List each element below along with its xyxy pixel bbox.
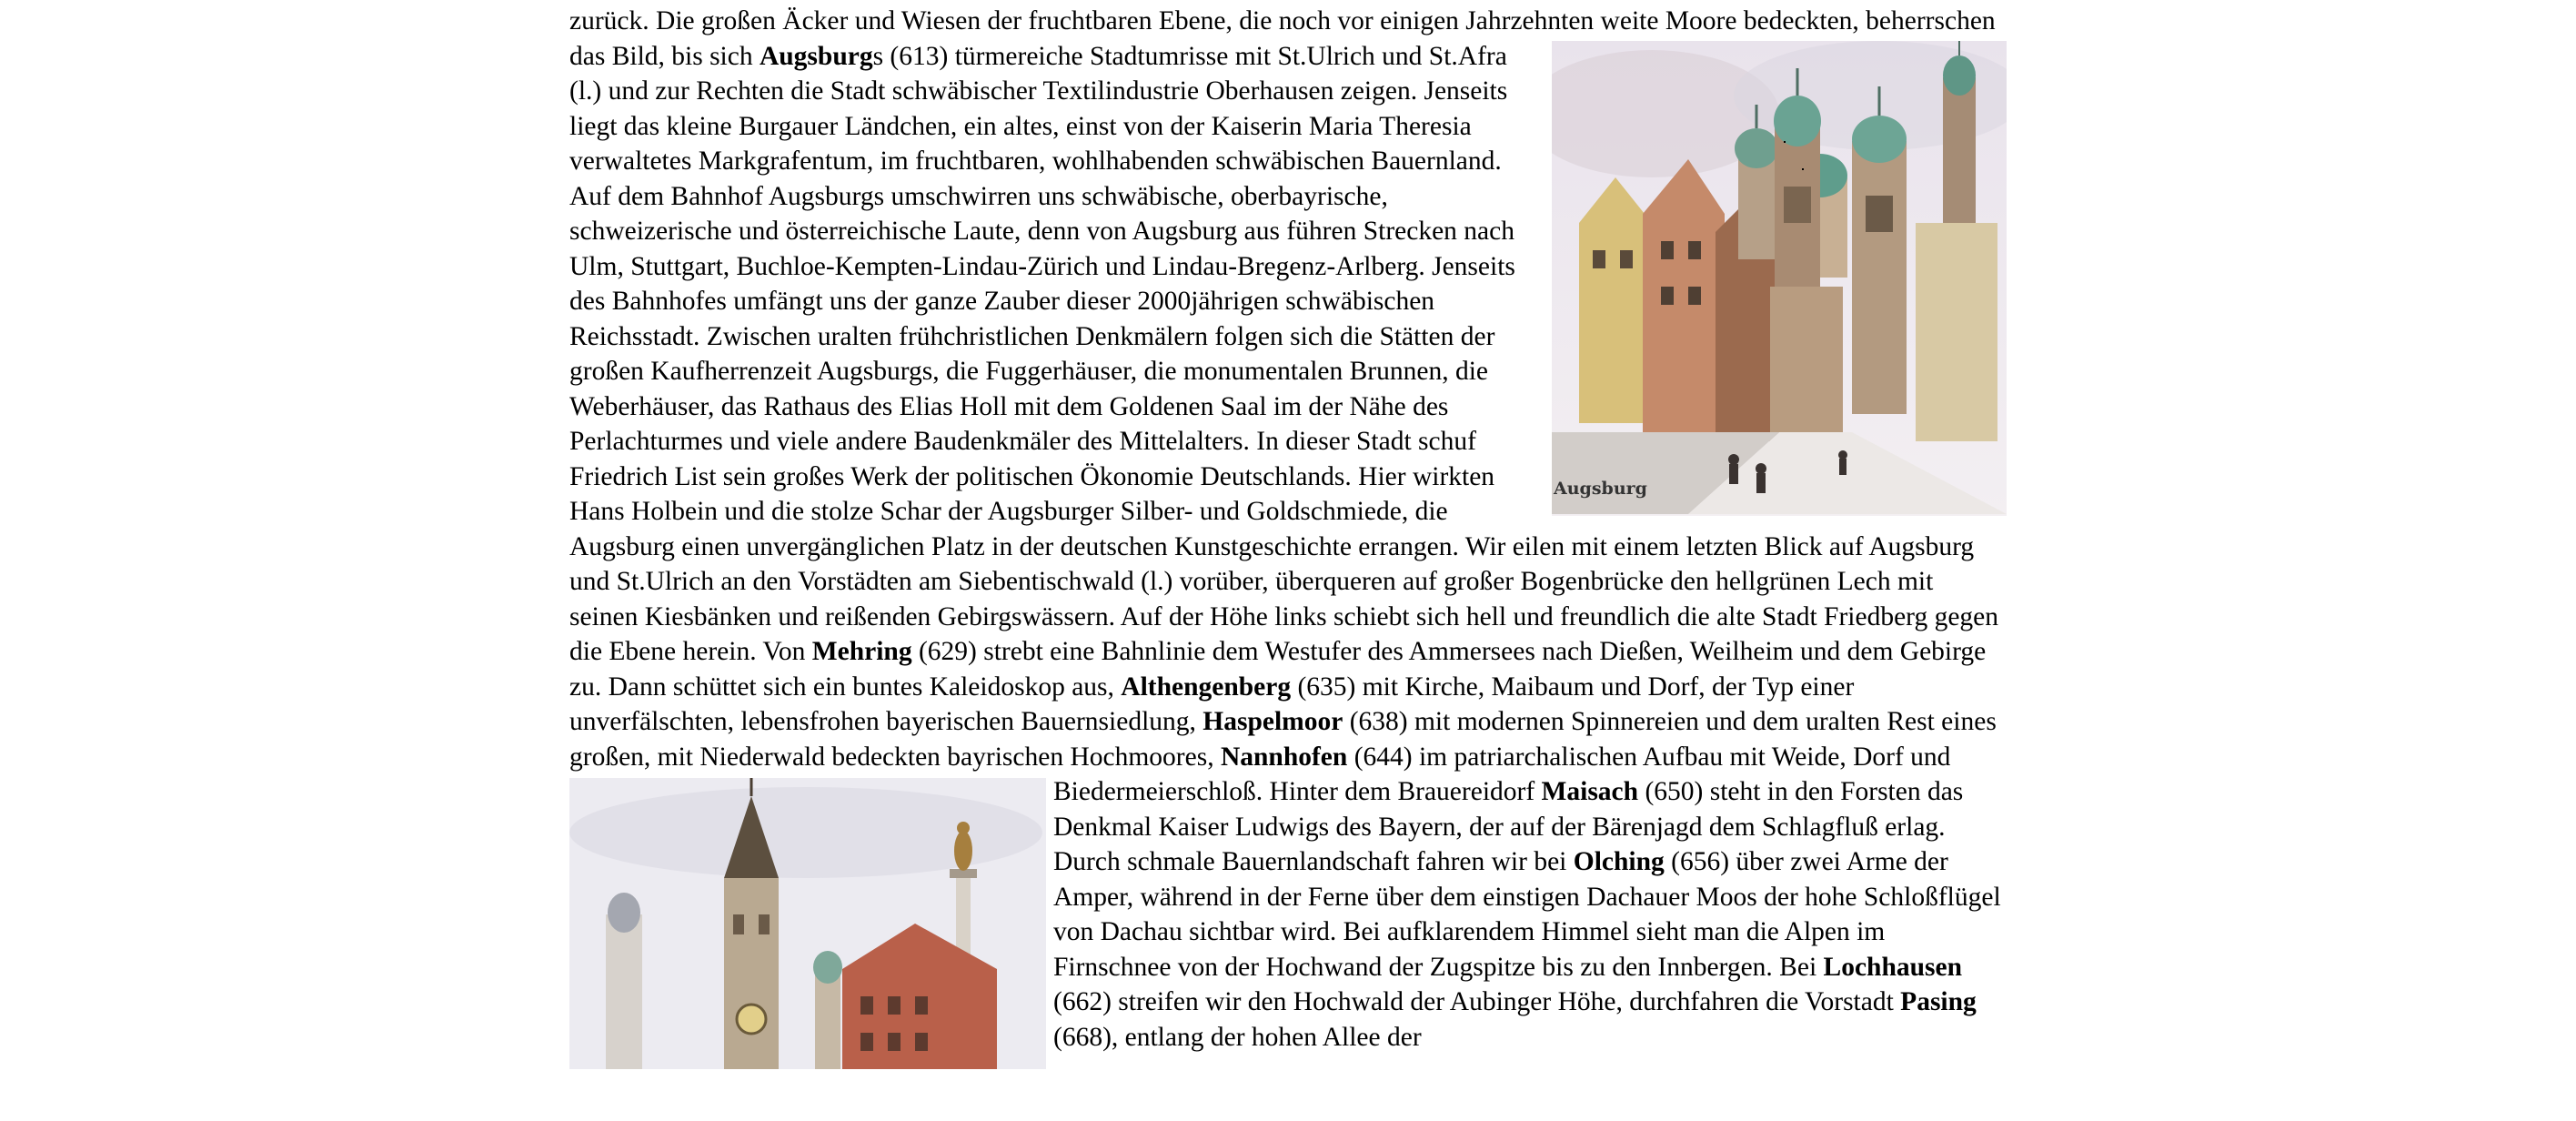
place-haspelmoor: Haspelmoor	[1202, 707, 1343, 736]
althengenberg-text: (635) mit Kirche, Maibaum und Dorf, der Typ einer unverfälschten, lebensfrohen bayerischen Bauernsiedlung,	[569, 672, 1855, 736]
augsburg-caption: Augsburg	[1554, 479, 1647, 499]
document-column	[569, 0, 2007, 1069]
place-lochhausen: Lochhausen	[1823, 952, 1963, 982]
augsburg-illustration	[1552, 41, 2007, 516]
haspelmoor-text: (638) mit modernen Spinnereien und dem uralten Rest eines großen, mit Niederwald bedeckten bayrischen Hochmoores,	[569, 707, 1997, 772]
second-lead-text: Biedermeierschloß. Hinter dem Brauereidorf	[1053, 777, 1542, 806]
nannhofen-text: (644) im patriarchalischen Aufbau mit Weide, Dorf und	[1347, 742, 1951, 772]
main-paragraph	[569, 0, 2007, 774]
maisach-text: (650) steht in den Forsten das Denkmal Kaiser Ludwigs des Bayern, der auf der Bärenjagd dem Schlagfluß erlag. Durch schmale Bauernlandschaft fahren wir bei	[1053, 777, 1964, 876]
lochhausen-text: (662) streifen wir den Hochwald der Aubinger Höhe, durchfahren die Vorstadt	[1053, 987, 1901, 1016]
munich-painting	[569, 778, 1046, 1069]
second-paragraph	[569, 774, 2007, 1055]
place-nannhofen: Nannhofen	[1220, 742, 1348, 772]
place-mehring: Mehring	[811, 637, 912, 666]
augsburg-painting	[1552, 41, 2007, 516]
place-pasing: Pasing	[1900, 987, 1977, 1016]
munich-illustration	[569, 778, 1046, 1069]
mehring-text: (629) strebt eine Bahnlinie dem Westufer des Ammersees nach Dießen, Weilheim und dem Gebirge zu. Dann schüttet sich ein buntes Kaleidoskop aus,	[569, 637, 1987, 702]
place-olching: Olching	[1573, 847, 1665, 876]
augsburg-text: s (613) türmereiche Stadtumrisse mit St.Ulrich und St.Afra (l.) und zur Rechten die Stadt schwäbischer Textilindustrie Oberhausen zeigen. Jenseits liegt das kleine Burgauer Ländchen, ein altes, einst von der Kaiserin Maria Theresia verwaltetes Markgrafentum, im fruchtbaren, wohlhabenden schwäbischen Bauernland. Auf dem Bahnhof Augsburgs umschwirren uns schwäbische, oberbayrische, schweizerische und österreichische Laute, denn von Augsburg aus führen Strecken nach Ulm, Stuttgart, Buchloe-Kempten-Lindau-Zürich und Lindau-Bregenz-Arlberg. Jenseits des Bahnhofes umfängt uns der ganze Zauber dieser 2000jährigen schwäbischen Reichsstadt. Zwischen uralten frühchristlichen Denkmälern folgen sich die Stätten der großen Kaufherrenzeit Augsburgs, die Fuggerhäuser, die monumentalen Brunnen, die Weberhäuser, das Rathaus des Elias Holl mit dem Goldenen Saal im der Nähe des Perlachturmes und viele andere Baudenkmäler des Mittelalters. In dieser Stadt schuf Friedrich List sein großes Werk der politischen Ökonomie Deutschlands. Hier wirkten Hans Holbein und die stolze Schar der Augsburger Silber- und Goldschmiede, die Augsburg einen unvergänglichen Platz in der deutschen Kunstgeschichte errangen. Wir eilen mit einem letzten Blick auf Augsburg und St.Ulrich an den Vorstädten am Siebentischwald (l.) vorüber, überqueren auf großer Bogenbrücke den hellgrünen Lech mit seinen Kiesbänken und reißenden Gebirgswässern. Auf der Höhe links schiebt sich hell und freundlich die alte Stadt Friedberg gegen die Ebene herein. Von	[569, 41, 1999, 666]
pasing-text: (668), entlang der hohen Allee der	[1053, 1022, 1422, 1052]
place-althengenberg: Althengenberg	[1121, 672, 1292, 702]
olching-text: (656) über zwei Arme der Amper, während in der Ferne über dem einstigen Dachauer Moos der hohe Schloßflügel von Dachau sichtbar wird. Bei aufklarendem Himmel sieht man die Alpen im Firnschnee von der Hochwand der Zugspitze bis zu den Innbergen. Bei	[1053, 847, 2001, 982]
place-augsburg: Augsburg	[759, 41, 873, 71]
place-maisach: Maisach	[1541, 777, 1639, 806]
lead-text: zurück. Die großen Äcker und Wiesen der fruchtbaren Ebene, die noch vor einigen Jahrzehnten weite Moore bedeckten, beherrschen das Bild, bis sich	[569, 6, 1996, 71]
